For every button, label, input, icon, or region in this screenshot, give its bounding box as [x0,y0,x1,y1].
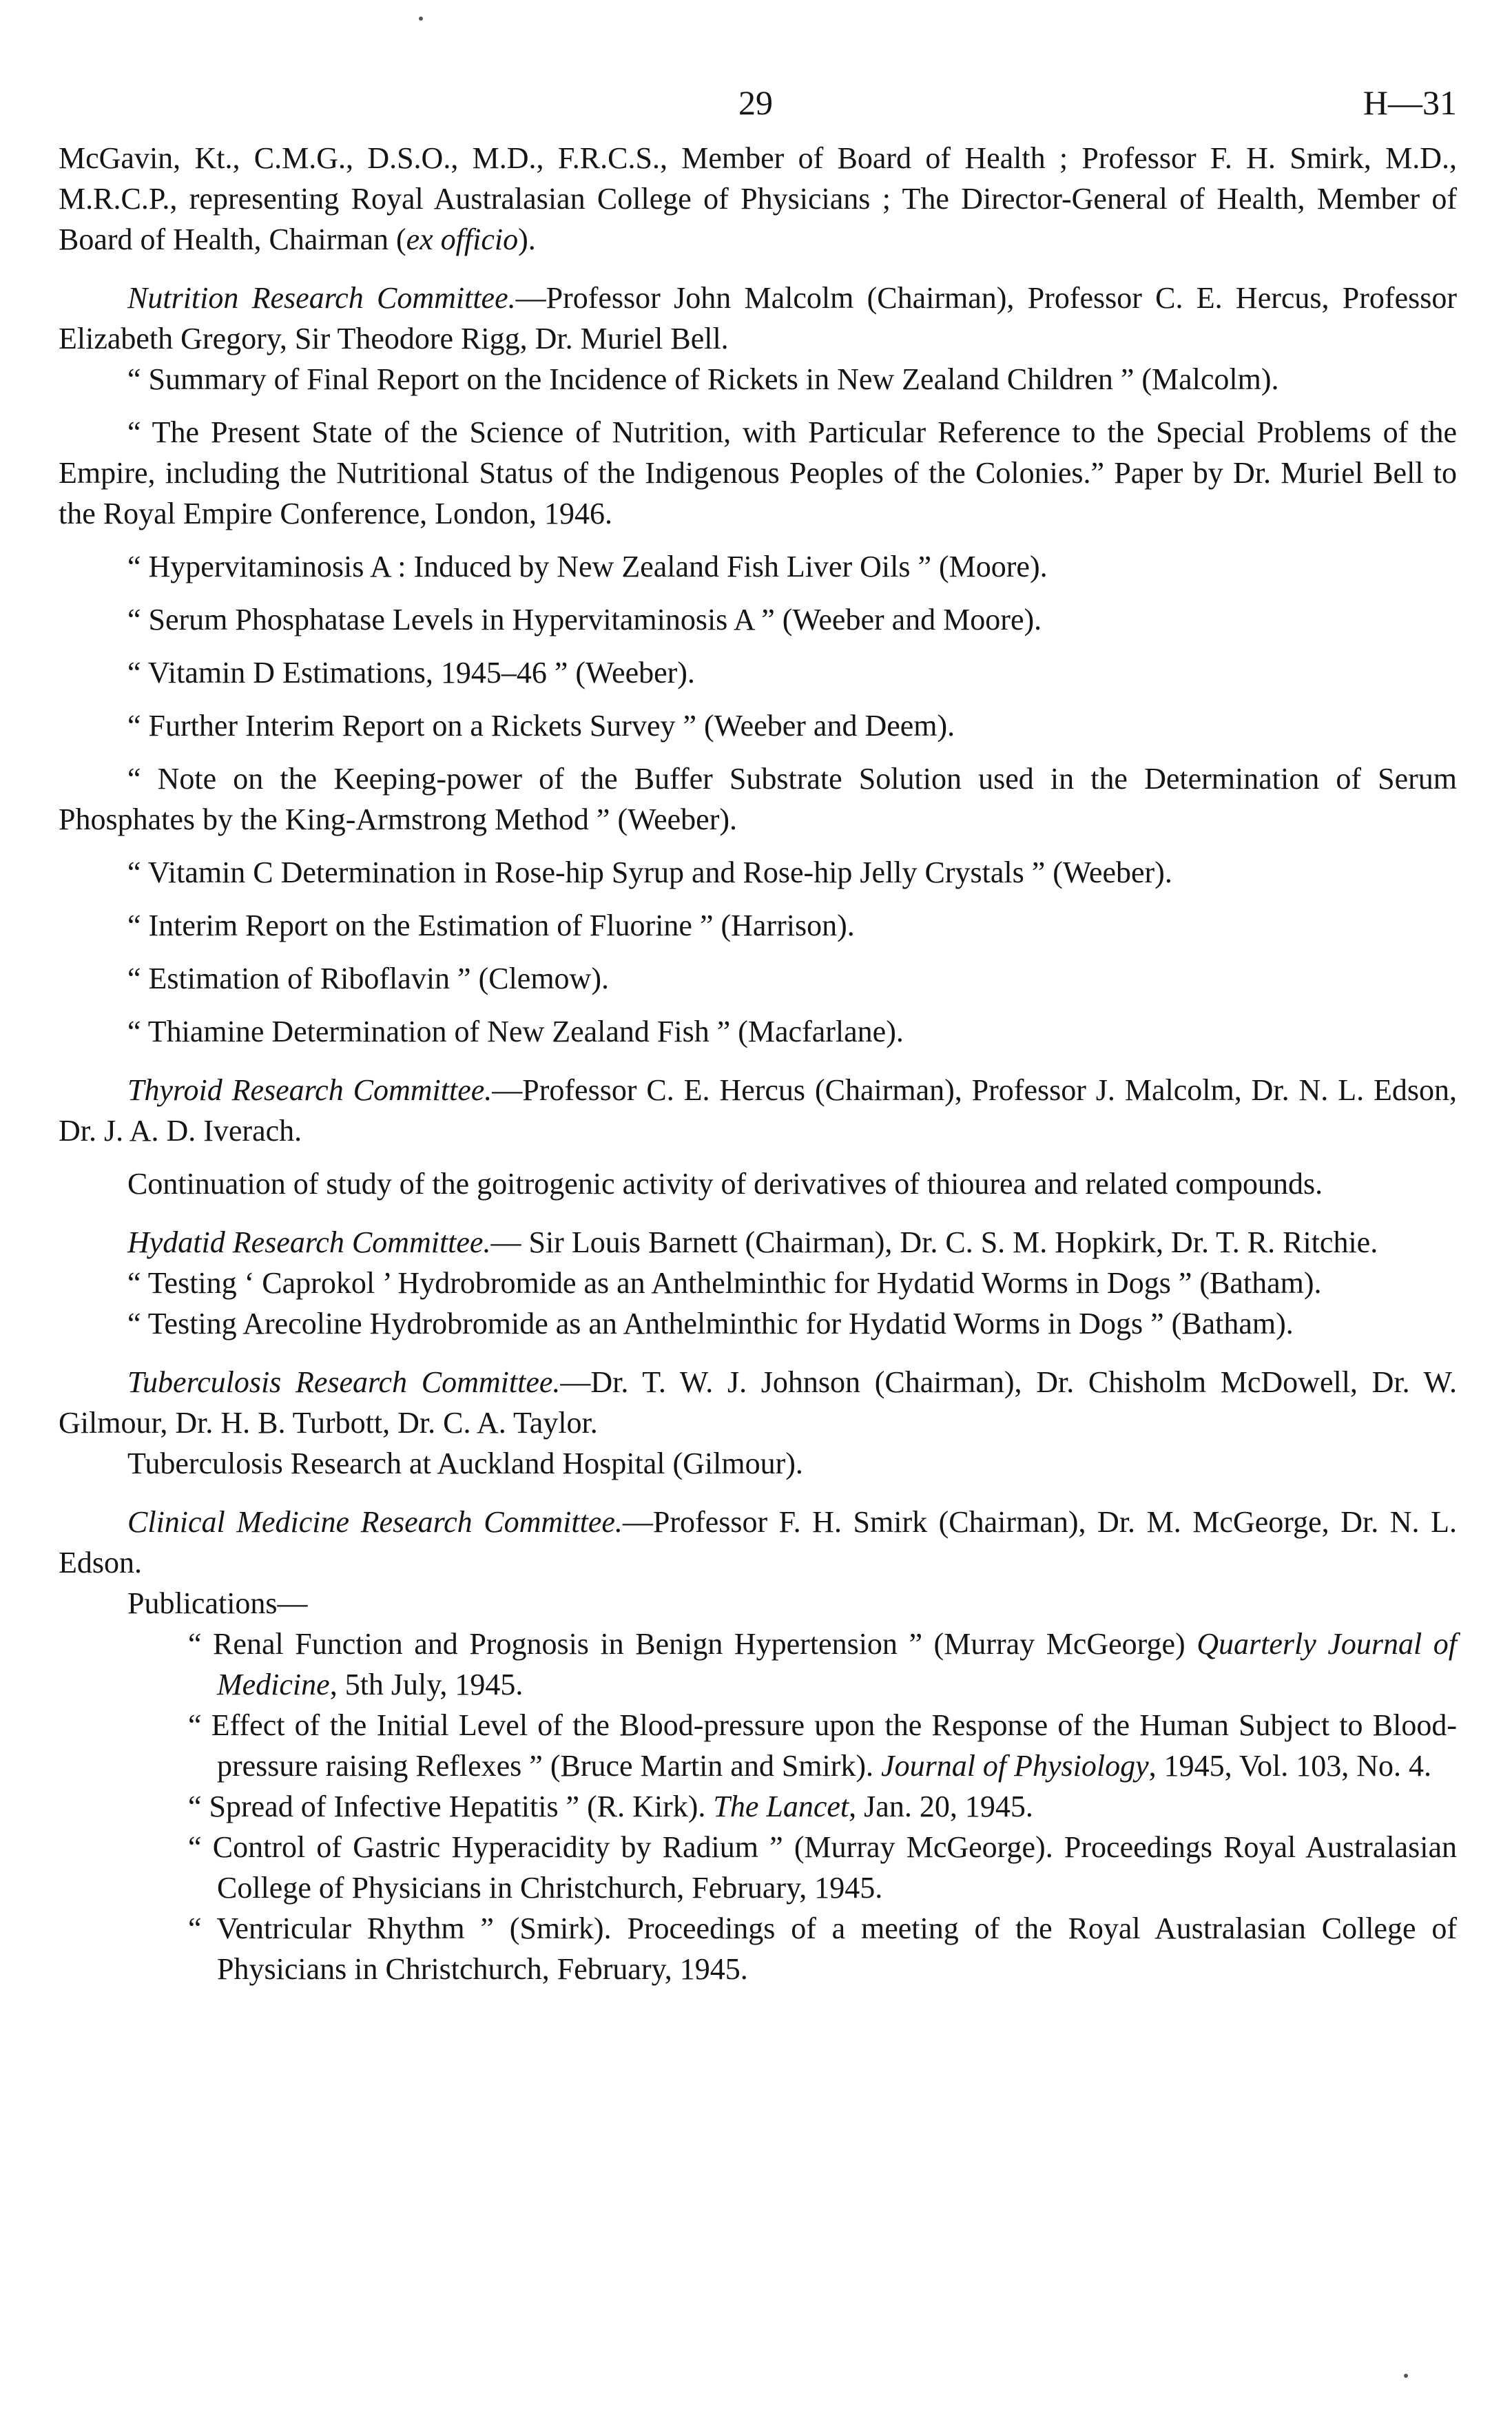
nutrition-report: “ Hypervitaminosis A : Induced by New Zealand Fish Liver Oils ” (Moore). [127,550,1048,583]
publication-entry [59,1705,1457,1786]
nutrition-report: “ Serum Phosphatase Levels in Hypervitaminosis A ” (Weeber and Moore). [127,603,1042,636]
publication-tail: , 1945, Vol. 103, No. 4. [1148,1749,1431,1783]
document-code: H—31 [1363,83,1457,122]
nutrition-report: “ Interim Report on the Estimation of Fluorine ” (Harrison). [127,909,855,942]
nutrition-report: “ Further Interim Report on a Rickets Survey ” (Weeber and Deem). [127,709,955,743]
hydatid-committee-members: — Sir Louis Barnett (Chairman), Dr. C. S. M. Hopkirk, Dr. T. R. Ritchie. [490,1225,1378,1259]
nutrition-report: “ Note on the Keeping-power of the Buffer Substrate Solution used in the Determination of Serum Phosphates by the King-Armstrong Method ” (Weeber). [59,762,1457,836]
page-header [59,83,1457,138]
publication-entry [59,1786,1457,1827]
scan-speck-top [419,17,423,21]
hydatid-report: “ Testing ‘ Caprokol ’ Hydrobromide as an Anthelminthic for Hydatid Worms in Dogs ” (Batham). [127,1266,1322,1300]
nutrition-report: “ Vitamin D Estimations, 1945–46 ” (Weeber). [127,656,695,690]
hydatid-report: “ Testing Arecoline Hydrobromide as an Anthelminthic for Hydatid Worms in Dogs ” (Batham). [127,1307,1294,1340]
publication-text: “ Control of Gastric Hyperacidity by Radium ” (Murray McGeorge). Proceedings Royal Australasian College of Physicians in Christchurch, February, 1945. [188,1830,1457,1905]
publication-text: “ Renal Function and Prognosis in Benign Hypertension ” (Murray McGeorge) [188,1627,1197,1661]
nutrition-committee-title: Nutrition Research Committee. [127,281,516,315]
thyroid-committee-title: Thyroid Research Committee. [127,1073,493,1107]
publication-source: The Lancet [713,1790,849,1823]
publication-entry [59,1624,1457,1705]
publication-text: “ Ventricular Rhythm ” (Smirk). Proceedings of a meeting of the Royal Australasian College of Physicians in Christchurch, February, 1945. [188,1911,1457,1986]
tuberculosis-committee-title: Tuberculosis Research Committee. [127,1365,561,1399]
hydatid-committee-title: Hydatid Research Committee. [127,1225,491,1259]
intro-text: McGavin, Kt., C.M.G., D.S.O., M.D., F.R.C.S., Member of Board of Health ; Professor F. H. Smirk, M.D., M.R.C.P., representing Royal Australasian College of Physicians ; The Director-General of Health, Member of Board of Health, Chairman ( [59,141,1457,256]
publication-entry [59,1827,1457,1908]
nutrition-report: “ Thiamine Determination of New Zealand Fish ” (Macfarlane). [127,1015,904,1048]
nutrition-committee-members: —Professor John Malcolm (Chairman), Professor C. E. Hercus, Professor Elizabeth Gregory, Sir Theodore Rigg, Dr. Muriel Bell. [59,281,1458,355]
tuberculosis-committee-heading [59,1362,1457,1443]
nutrition-report: “ Vitamin C Determination in Rose-hip Syrup and Rose-hip Jelly Crystals ” (Weeber). [127,856,1172,889]
tuberculosis-report: Tuberculosis Research at Auckland Hospital (Gilmour). [127,1447,803,1480]
scan-speck-bottom [1404,2374,1408,2378]
nutrition-committee-heading [59,278,1457,359]
clinical-committee-title: Clinical Medicine Research Committee. [127,1505,623,1539]
thyroid-committee-members: —Professor C. E. Hercus (Chairman), Professor J. Malcolm, Dr. N. L. Edson, Dr. J. A. D. Iverach. [59,1073,1457,1148]
document-page [59,83,1457,1989]
publication-text: “ Spread of Infective Hepatitis ” (R. Kirk). [188,1790,714,1823]
tuberculosis-committee-members: —Dr. T. W. J. Johnson (Chairman), Dr. Chisholm McDowell, Dr. W. Gilmour, Dr. H. B. Turbott, Dr. C. A. Taylor. [59,1365,1458,1440]
clinical-committee-members: —Professor F. H. Smirk (Chairman), Dr. M. McGeorge, Dr. N. L. Edson. [59,1505,1457,1579]
intro-paragraph [59,138,1457,260]
intro-italic: ex officio [406,222,519,256]
nutrition-report: “ Summary of Final Report on the Incidence of Rickets in New Zealand Children ” (Malcolm). [127,362,1279,396]
clinical-committee-heading [59,1502,1457,1583]
publication-source: Quarterly Journal of Medicine [217,1627,1457,1701]
publication-text: “ Effect of the Initial Level of the Blood-pressure upon the Response of the Human Subject to Blood-pressure raising Reflexes ” (Bruce Martin and Smirk). [188,1708,1457,1783]
page-number: 29 [738,83,773,122]
publication-entry [59,1908,1457,1989]
intro-end: ). [518,222,536,256]
publication-tail: , 5th July, 1945. [329,1668,524,1701]
thyroid-report: Continuation of study of the goitrogenic activity of derivatives of thiourea and related compounds. [127,1167,1323,1201]
thyroid-committee-heading [59,1070,1457,1151]
publication-source: Journal of Physiology [881,1749,1149,1783]
publication-tail: , Jan. 20, 1945. [849,1790,1033,1823]
nutrition-report: “ The Present State of the Science of Nutrition, with Particular Reference to the Special Problems of the Empire, including the Nutritional Status of the Indigenous Peoples of the Colonies.” Paper by Dr. Muriel Bell to the Royal Empire Conference, London, 1946. [59,415,1457,530]
nutrition-report: “ Estimation of Riboflavin ” (Clemow). [127,962,609,995]
hydatid-committee-heading [59,1222,1457,1263]
publications-label: Publications— [127,1586,308,1620]
